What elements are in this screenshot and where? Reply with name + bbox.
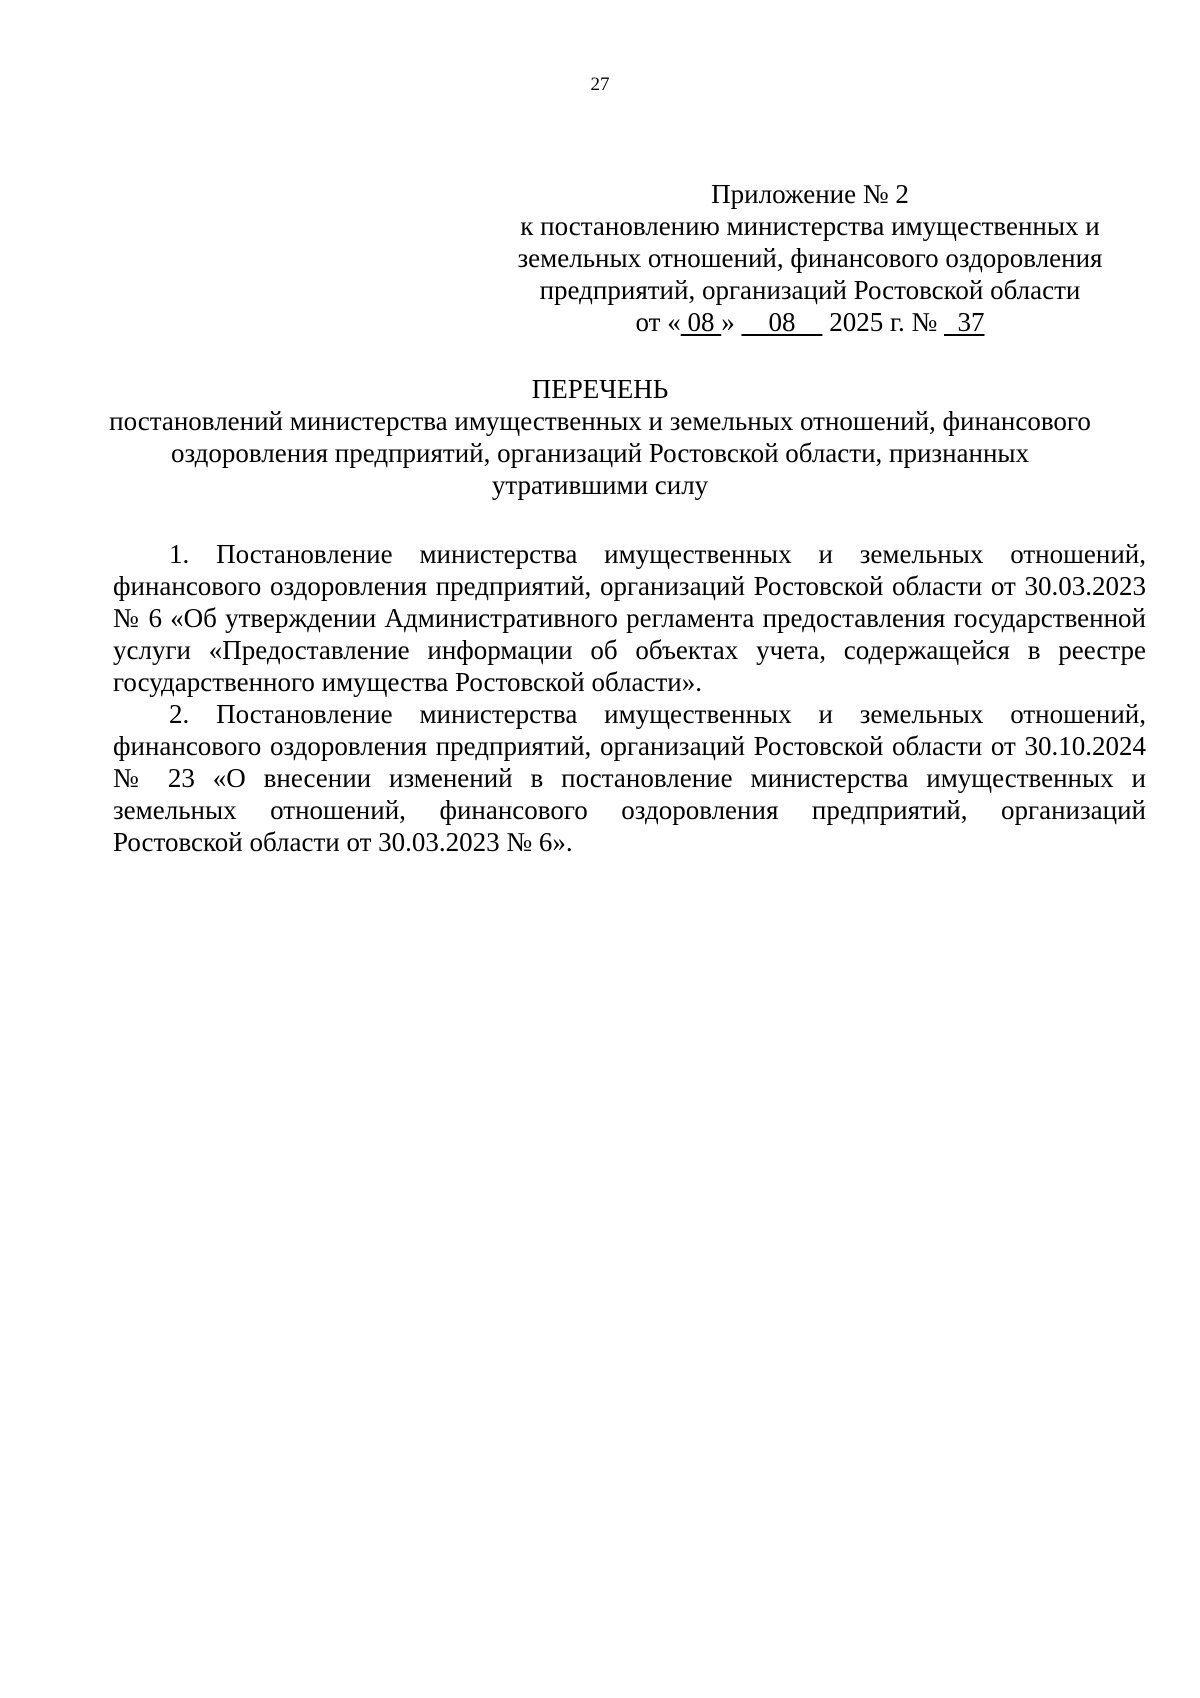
appendix-title: Приложение № 2 [711, 179, 909, 209]
decree-number: 37 [944, 307, 985, 337]
appendix-line-3: предприятий, организаций Ростовской области [539, 275, 1081, 305]
date-day-suffix: » [721, 307, 742, 337]
title-line-1: постановлений министерства имущественных и земельных отношений, финансового [109, 406, 1091, 436]
title-line-3: утратившими силу [491, 470, 709, 500]
title-heading: ПЕРЕЧЕНЬ [531, 374, 669, 404]
title-line-2: оздоровления предприятий, организаций Ростовской области, признанных [170, 438, 1030, 468]
list-item: 1. Постановление министерства имущественных и земельных отношений, финансового оздоровления предприятий, организаций Ростовской области от 30.03.2023 № 6 «Об утверждении Административного регламента предоставления государственной услуги «Предоставление информации об объектах учета, содержащейся в реестре государственного имущества Ростовской области». [113, 539, 1146, 697]
appendix-line-2: земельных отношений, финансового оздоровления [517, 243, 1103, 273]
date-day: 08 [680, 307, 722, 337]
appendix-date-line [470, 306, 1150, 338]
date-month: 08 [741, 307, 823, 337]
appendix-line-1: к постановлению министерства имущественных и [520, 211, 1100, 241]
document-title [100, 373, 1100, 501]
page-number: 27 [590, 74, 610, 95]
date-prefix: от « [635, 307, 681, 337]
list-item: 2. Постановление министерства имущественных и земельных отношений, финансового оздоровления предприятий, организаций Ростовской области от 30.10.2024 № 23 «О внесении изменений в постановление министерства имущественных и земельных отношений, финансового оздоровления предприятий, организаций Ростовской области от 30.03.2023 № 6». [113, 699, 1146, 857]
date-year: 2025 г. № [822, 307, 944, 337]
appendix-header [470, 178, 1150, 338]
items-list [113, 538, 1146, 858]
